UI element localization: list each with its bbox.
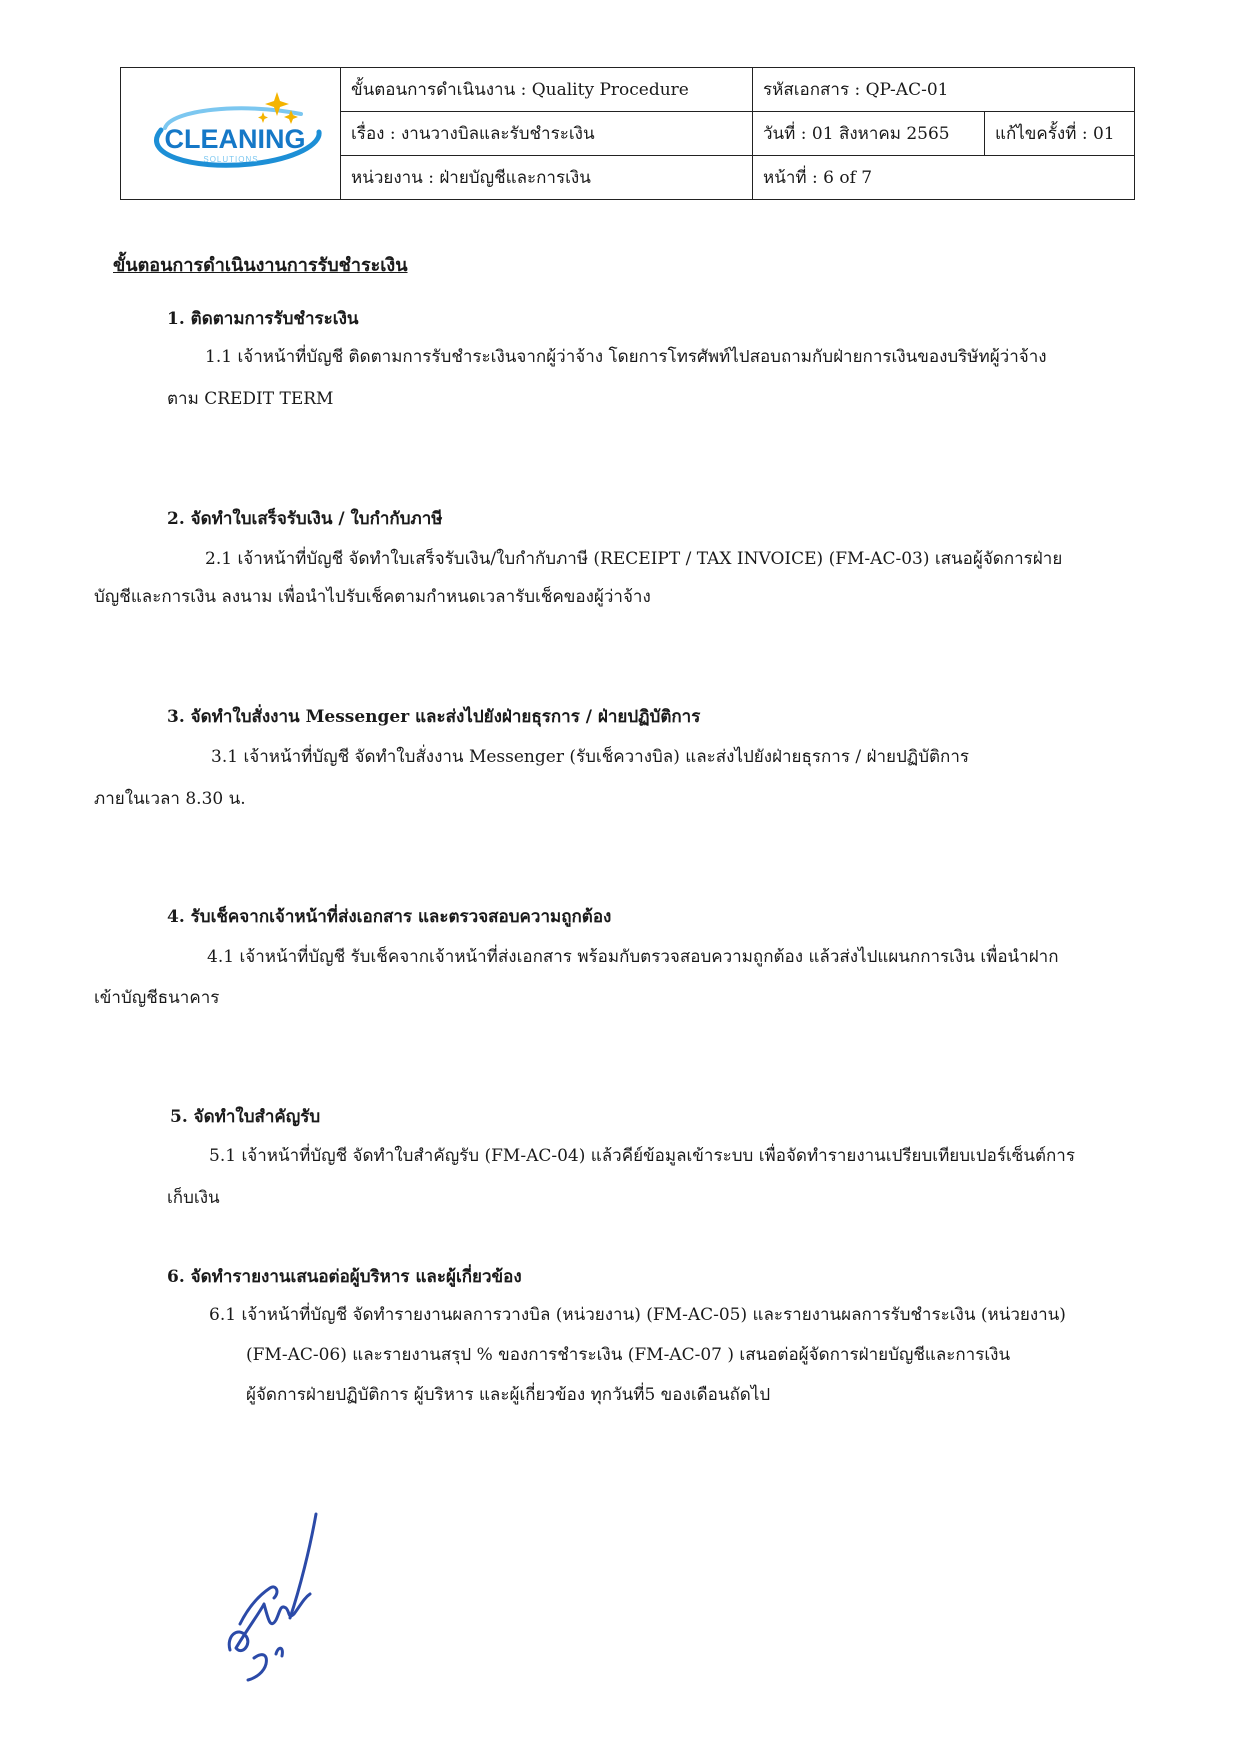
date-cell: วันที่ : 01 สิงหาคม 2565: [753, 112, 985, 156]
step-2-line-1: 2.1 เจ้าหน้าที่บัญชี จัดทำใบเสร็จรับเงิน/ใบกำกับภาษี (RECEIPT / TAX INVOICE) (FM-AC-03) เสนอผู้จัดการฝ่าย: [205, 549, 1063, 569]
step-4-heading: 4. รับเช็คจากเจ้าหน้าที่ส่งเอกสาร และตรวจสอบความถูกต้อง: [167, 907, 612, 927]
step-5-line-2: เก็บเงิน: [167, 1188, 220, 1208]
handwritten-signature: [218, 1508, 328, 1692]
logo-subtext: SOLUTIONS: [202, 154, 259, 164]
step-6-line-1: 6.1 เจ้าหน้าที่บัญชี จัดทำรายงานผลการวางบิล (หน่วยงาน) (FM-AC-05) และรายงานผลการรับชำระเงิน (หน่วยงาน): [209, 1305, 1066, 1325]
step-4-line-2: เข้าบัญชีธนาคาร: [94, 988, 220, 1008]
step-1-heading: 1. ติดตามการรับชำระเงิน: [167, 309, 359, 329]
step-1-line-2: ตาม CREDIT TERM: [167, 389, 334, 409]
step-3-line-1: 3.1 เจ้าหน้าที่บัญชี จัดทำใบสั่งงาน Messenger (รับเช็ควางบิล) และส่งไปยังฝ่ายธุรการ / ฝ่ายปฏิบัติการ: [211, 747, 969, 767]
step-3-line-2: ภายในเวลา 8.30 น.: [94, 789, 246, 809]
page-cell: หน้าที่ : 6 of 7: [753, 156, 1135, 200]
step-6-line-3: ผู้จัดการฝ่ายปฏิบัติการ ผู้บริหาร และผู้เกี่ยวข้อง ทุกวันที่5 ของเดือนถัดไป: [246, 1385, 771, 1405]
step-6-line-2: (FM-AC-06) และรายงานสรุป % ของการชำระเงิน (FM-AC-07 ) เสนอต่อผู้จัดการฝ่ายบัญชีและการเงิน: [246, 1345, 1011, 1365]
department-cell: หน่วยงาน : ฝ่ายบัญชีและการเงิน: [341, 156, 753, 200]
step-3-heading: 3. จัดทำใบสั่งงาน Messenger และส่งไปยังฝ่ายธุรการ / ฝ่ายปฏิบัติการ: [167, 707, 701, 727]
doc-code-cell: รหัสเอกสาร : QP-AC-01: [753, 68, 1135, 112]
subject-cell: เรื่อง : งานวางบิลและรับชำระเงิน: [341, 112, 753, 156]
step-4-line-1: 4.1 เจ้าหน้าที่บัญชี รับเช็คจากเจ้าหน้าที่ส่งเอกสาร พร้อมกับตรวจสอบความถูกต้อง แล้วส่งไปแผนกการเงิน เพื่อนำฝาก: [207, 947, 1059, 967]
step-1-line-1: 1.1 เจ้าหน้าที่บัญชี ติดตามการรับชำระเงินจากผู้ว่าจ้าง โดยการโทรศัพท์ไปสอบถามกับฝ่ายการเงินของบริษัทผู้ว่าจ้าง: [205, 347, 1047, 367]
company-logo: [121, 68, 341, 200]
step-6-heading: 6. จัดทำรายงานเสนอต่อผู้บริหาร และผู้เกี่ยวข้อง: [167, 1267, 522, 1287]
step-5-heading: 5. จัดทำใบสำคัญรับ: [170, 1107, 321, 1127]
procedure-cell: ขั้นตอนการดำเนินงาน : Quality Procedure: [341, 68, 753, 112]
logo-text: CLEANING: [164, 123, 305, 154]
step-2-line-2: บัญชีและการเงิน ลงนาม เพื่อนำไปรับเช็คตามกำหนดเวลารับเช็คของผู้ว่าจ้าง: [94, 587, 651, 607]
document-header: [120, 67, 1135, 200]
step-5-line-1: 5.1 เจ้าหน้าที่บัญชี จัดทำใบสำคัญรับ (FM-AC-04) แล้วคีย์ข้อมูลเข้าระบบ เพื่อจัดทำรายงานเปรียบเทียบเปอร์เซ็นต์การ: [209, 1146, 1075, 1166]
section-title: ขั้นตอนการดำเนินงานการรับชำระเงิน: [113, 255, 408, 276]
step-2-heading: 2. จัดทำใบเสร็จรับเงิน / ใบกำกับภาษี: [167, 509, 443, 529]
revision-cell: แก้ไขครั้งที่ : 01: [985, 112, 1135, 156]
